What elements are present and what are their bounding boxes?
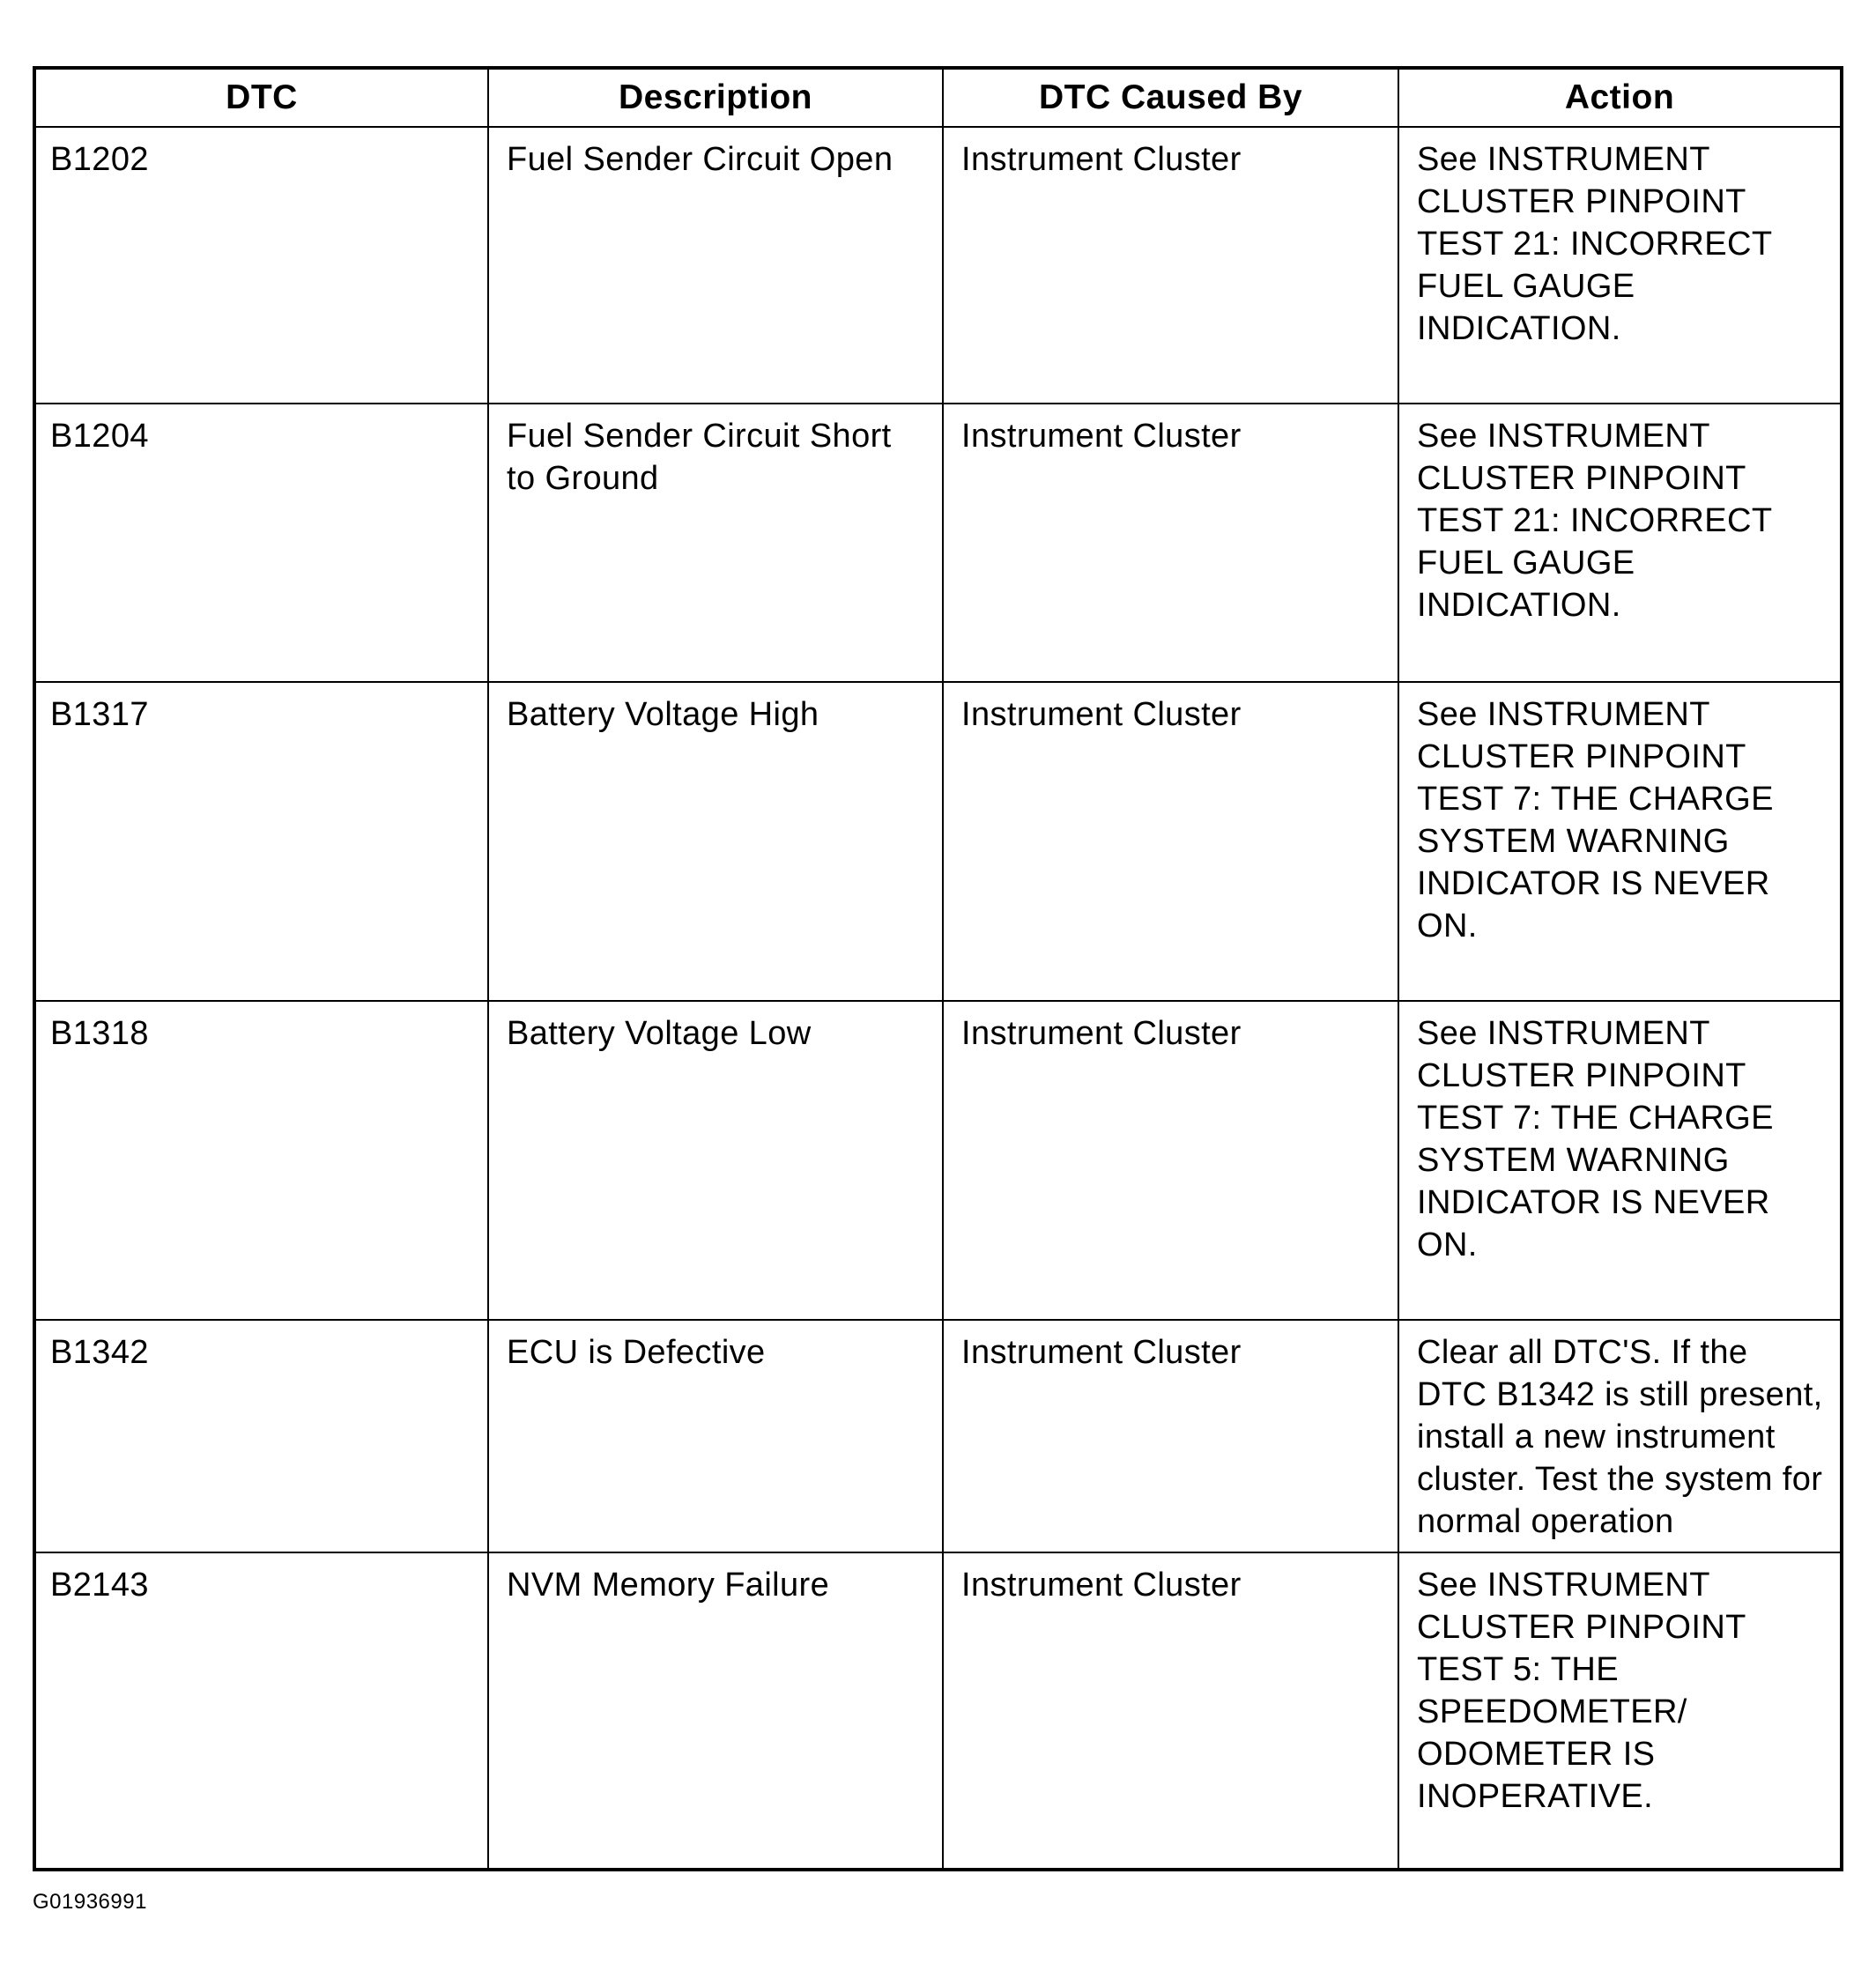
caused-by-cell: Instrument Cluster <box>943 682 1398 1001</box>
table-row <box>34 127 1842 404</box>
header-row <box>34 68 1842 127</box>
dtc-code-cell: B1202 <box>34 127 488 404</box>
caused-by-cell: Instrument Cluster <box>943 1320 1398 1552</box>
action-cell: See INSTRUMENT CLUSTER PINPOINT TEST 7: THE CHARGE SYSTEM WARNING INDICATOR IS NEVER ON. <box>1398 682 1842 1001</box>
table-row <box>34 404 1842 682</box>
dtc-code-cell: B1204 <box>34 404 488 682</box>
action-cell: See INSTRUMENT CLUSTER PINPOINT TEST 21: INCORRECT FUEL GAUGE INDICATION. <box>1398 127 1842 404</box>
table-row <box>34 1001 1842 1320</box>
caused-by-cell: Instrument Cluster <box>943 127 1398 404</box>
table-header <box>34 68 1842 127</box>
action-cell: Clear all DTC'S. If the DTC B1342 is still present, install a new instrument cluster. Test the system for normal operation <box>1398 1320 1842 1552</box>
header-description: Description <box>488 68 943 127</box>
description-cell: ECU is Defective <box>488 1320 943 1552</box>
table-row <box>34 1320 1842 1552</box>
table-body <box>34 127 1842 1870</box>
header-action: Action <box>1398 68 1842 127</box>
dtc-code-cell: B1318 <box>34 1001 488 1320</box>
description-cell: Battery Voltage High <box>488 682 943 1001</box>
caused-by-cell: Instrument Cluster <box>943 1552 1398 1870</box>
dtc-code-cell: B2143 <box>34 1552 488 1870</box>
table-row <box>34 1552 1842 1870</box>
header-dtc: DTC <box>34 68 488 127</box>
table-row <box>34 682 1842 1001</box>
action-cell: See INSTRUMENT CLUSTER PINPOINT TEST 5: THE SPEEDOMETER/ ODOMETER IS INOPERATIVE. <box>1398 1552 1842 1870</box>
header-caused-by: DTC Caused By <box>943 68 1398 127</box>
description-cell: NVM Memory Failure <box>488 1552 943 1870</box>
figure-id-label: G01936991 <box>33 1890 147 1914</box>
dtc-code-cell: B1342 <box>34 1320 488 1552</box>
action-cell: See INSTRUMENT CLUSTER PINPOINT TEST 7: THE CHARGE SYSTEM WARNING INDICATOR IS NEVER ON. <box>1398 1001 1842 1320</box>
description-cell: Fuel Sender Circuit Short to Ground <box>488 404 943 682</box>
caused-by-cell: Instrument Cluster <box>943 1001 1398 1320</box>
caused-by-cell: Instrument Cluster <box>943 404 1398 682</box>
description-cell: Fuel Sender Circuit Open <box>488 127 943 404</box>
dtc-code-cell: B1317 <box>34 682 488 1001</box>
action-cell: See INSTRUMENT CLUSTER PINPOINT TEST 21: INCORRECT FUEL GAUGE INDICATION. <box>1398 404 1842 682</box>
description-cell: Battery Voltage Low <box>488 1001 943 1320</box>
dtc-table <box>33 66 1843 1871</box>
